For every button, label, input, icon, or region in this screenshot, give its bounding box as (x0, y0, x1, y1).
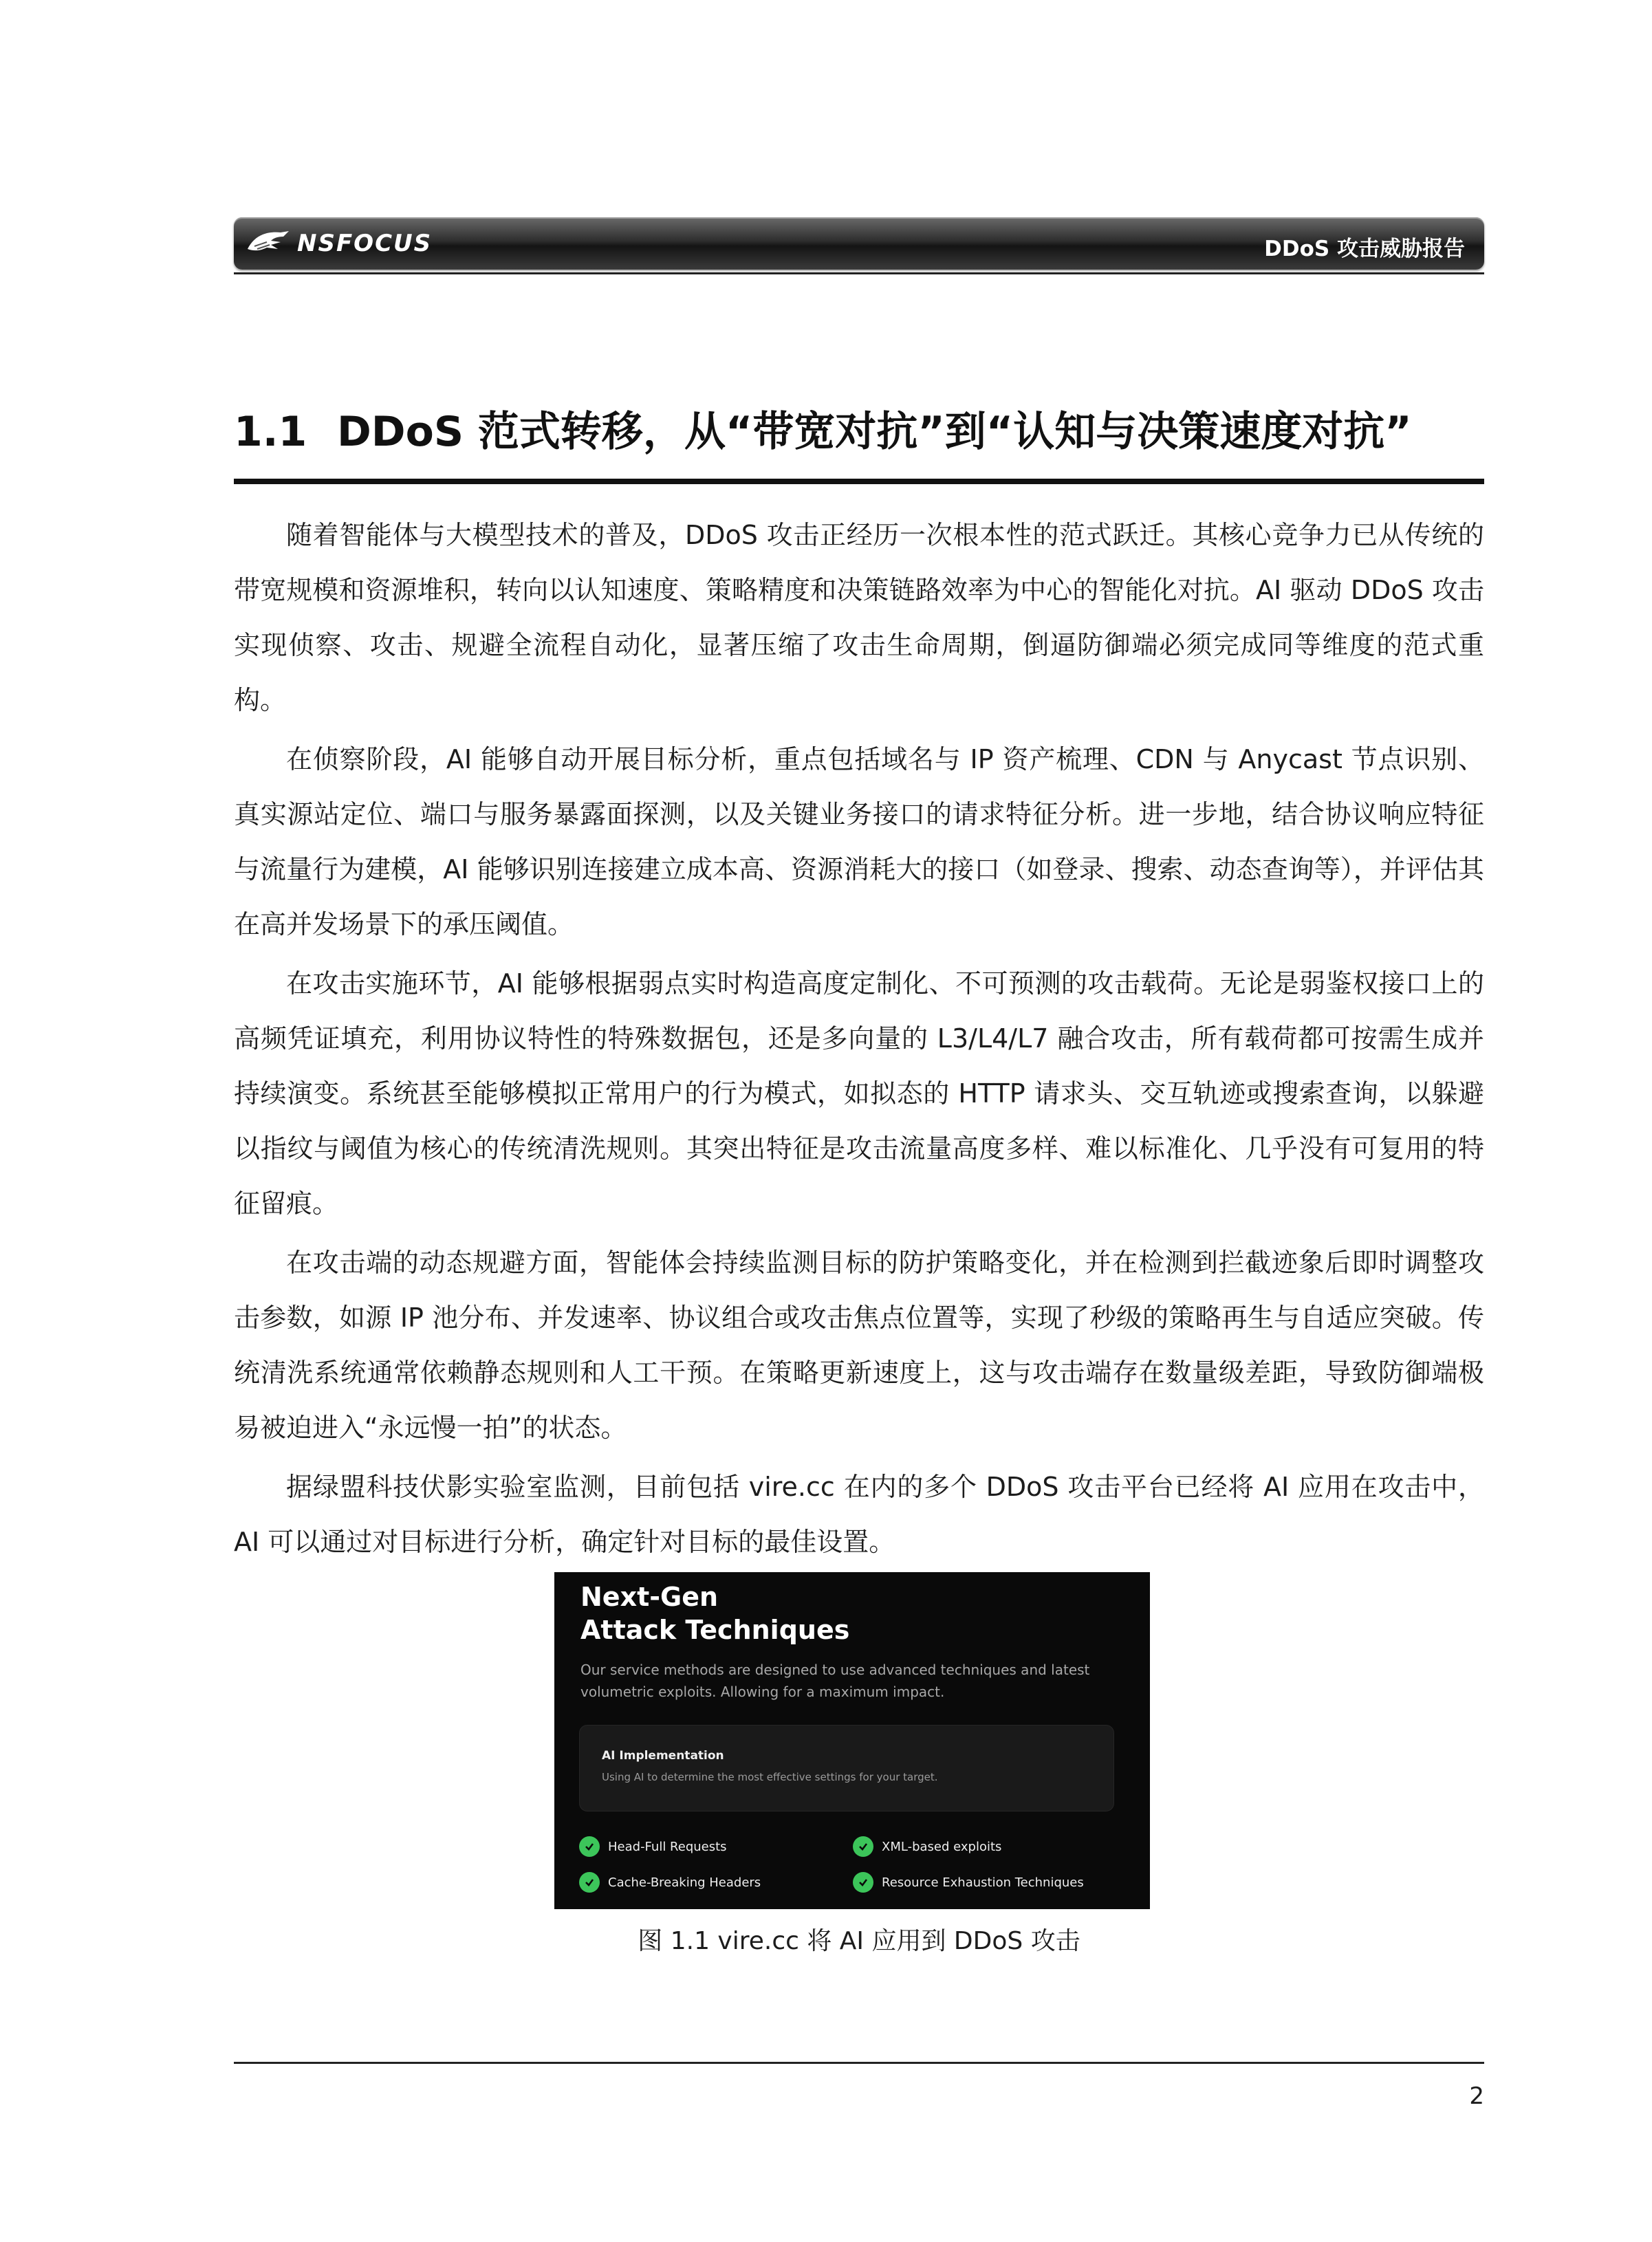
footer-divider (234, 2062, 1484, 2064)
figure-title (580, 1580, 849, 1646)
figure-description: Our service methods are designed to use advanced techniques and latest volumetric exploits. Allowing for a maximum impact. (580, 1662, 1090, 1700)
page-number: 2 (1469, 2082, 1484, 2110)
feature-item (853, 1872, 1084, 1893)
paragraph: 随着智能体与大模型技术的普及，DDoS 攻击正经历一次根本性的范式跃迁。其核心竞争力已从传统的带宽规模和资源堆积，转向以认知速度、策略精度和决策链路效率为中心的智能化对抗。AI 驱动 DDoS 攻击实现侦察、攻击、规避全流程自动化，显著压缩了攻击生命周期，倒逼防御端必须完成同等维度的范式重构。 (234, 520, 1484, 715)
feature-item (579, 1836, 727, 1857)
page-header (234, 217, 1484, 270)
feature-item (579, 1872, 761, 1893)
section-heading (234, 399, 1484, 458)
paragraph: 在攻击实施环节，AI 能够根据弱点实时构造高度定制化、不可预测的攻击载荷。无论是弱鉴权接口上的高频凭证填充，利用协议特性的特殊数据包，还是多向量的 L3/L4/L7 融合攻击，所有载荷都可按需生成并持续演变。系统甚至能够模拟正常用户的行为模式，如拟态的 HTTP 请求头、交互轨迹或搜索查询，以躲避以指纹与阈值为核心的传统清洗规则。其突出特征是攻击流量高度多样、难以标准化、几乎没有可复用的特征留痕。 (234, 968, 1484, 1219)
paragraph: 在侦察阶段，AI 能够自动开展目标分析，重点包括域名与 IP 资产梳理、CDN 与 Anycast 节点识别、真实源站定位、端口与服务暴露面探测，以及关键业务接口的请求特征分析。进一步地，结合协议响应特征与流量行为建模，AI 能够识别连接建立成本高、资源消耗大的接口（如登录、搜索、动态查询等），并评估其在高并发场景下的承压阈值。 (234, 744, 1484, 939)
check-icon (579, 1836, 600, 1857)
section-divider (234, 479, 1484, 484)
feature-item (853, 1836, 1001, 1857)
section-title: DDoS 范式转移，从“带宽对抗”到“认知与决策速度对抗” (337, 408, 1412, 456)
eagle-logo-icon (246, 228, 290, 259)
feature-label: XML-based exploits (882, 1839, 1002, 1854)
section-number: 1.1 (234, 408, 307, 456)
feature-label: Head-Full Requests (608, 1839, 727, 1854)
card-description: Using AI to determine the most effective settings for your target. (602, 1771, 938, 1783)
ai-implementation-card (579, 1725, 1114, 1811)
figure-screenshot (554, 1572, 1150, 1909)
paragraph: 据绿盟科技伏影实验室监测，目前包括 vire.cc 在内的多个 DDoS 攻击平台已经将 AI 应用在攻击中，AI 可以通过对目标进行分析，确定针对目标的最佳设置。 (234, 1472, 1484, 1557)
report-title: DDoS 攻击威胁报告 (1264, 237, 1465, 261)
logo-text: NSFOCUS (297, 230, 433, 257)
check-icon (853, 1836, 873, 1857)
figure-title-line2: Attack Techniques (580, 1615, 850, 1645)
card-title: AI Implementation (602, 1749, 724, 1763)
paragraph: 在攻击端的动态规避方面，智能体会持续监测目标的防护策略变化，并在检测到拦截迹象后即时调整攻击参数，如源 IP 池分布、并发速率、协议组合或攻击焦点位置等，实现了秒级的策略再生与自适应突破。传统清洗系统通常依赖静态规则和人工干预。在策略更新速度上，这与攻击端存在数量级差距，导致防御端极易被迫进入“永远慢一拍”的状态。 (234, 1248, 1484, 1443)
body-text (234, 508, 1484, 1569)
feature-label: Cache-Breaking Headers (608, 1875, 761, 1890)
header-divider (234, 272, 1484, 274)
figure-title-line1: Next-Gen (580, 1582, 719, 1612)
check-icon (579, 1872, 600, 1893)
nsfocus-logo (246, 224, 432, 263)
feature-label: Resource Exhaustion Techniques (882, 1875, 1084, 1890)
check-icon (853, 1872, 873, 1893)
figure-caption: 图 1.1 vire.cc 将 AI 应用到 DDoS 攻击 (638, 1927, 1080, 1955)
